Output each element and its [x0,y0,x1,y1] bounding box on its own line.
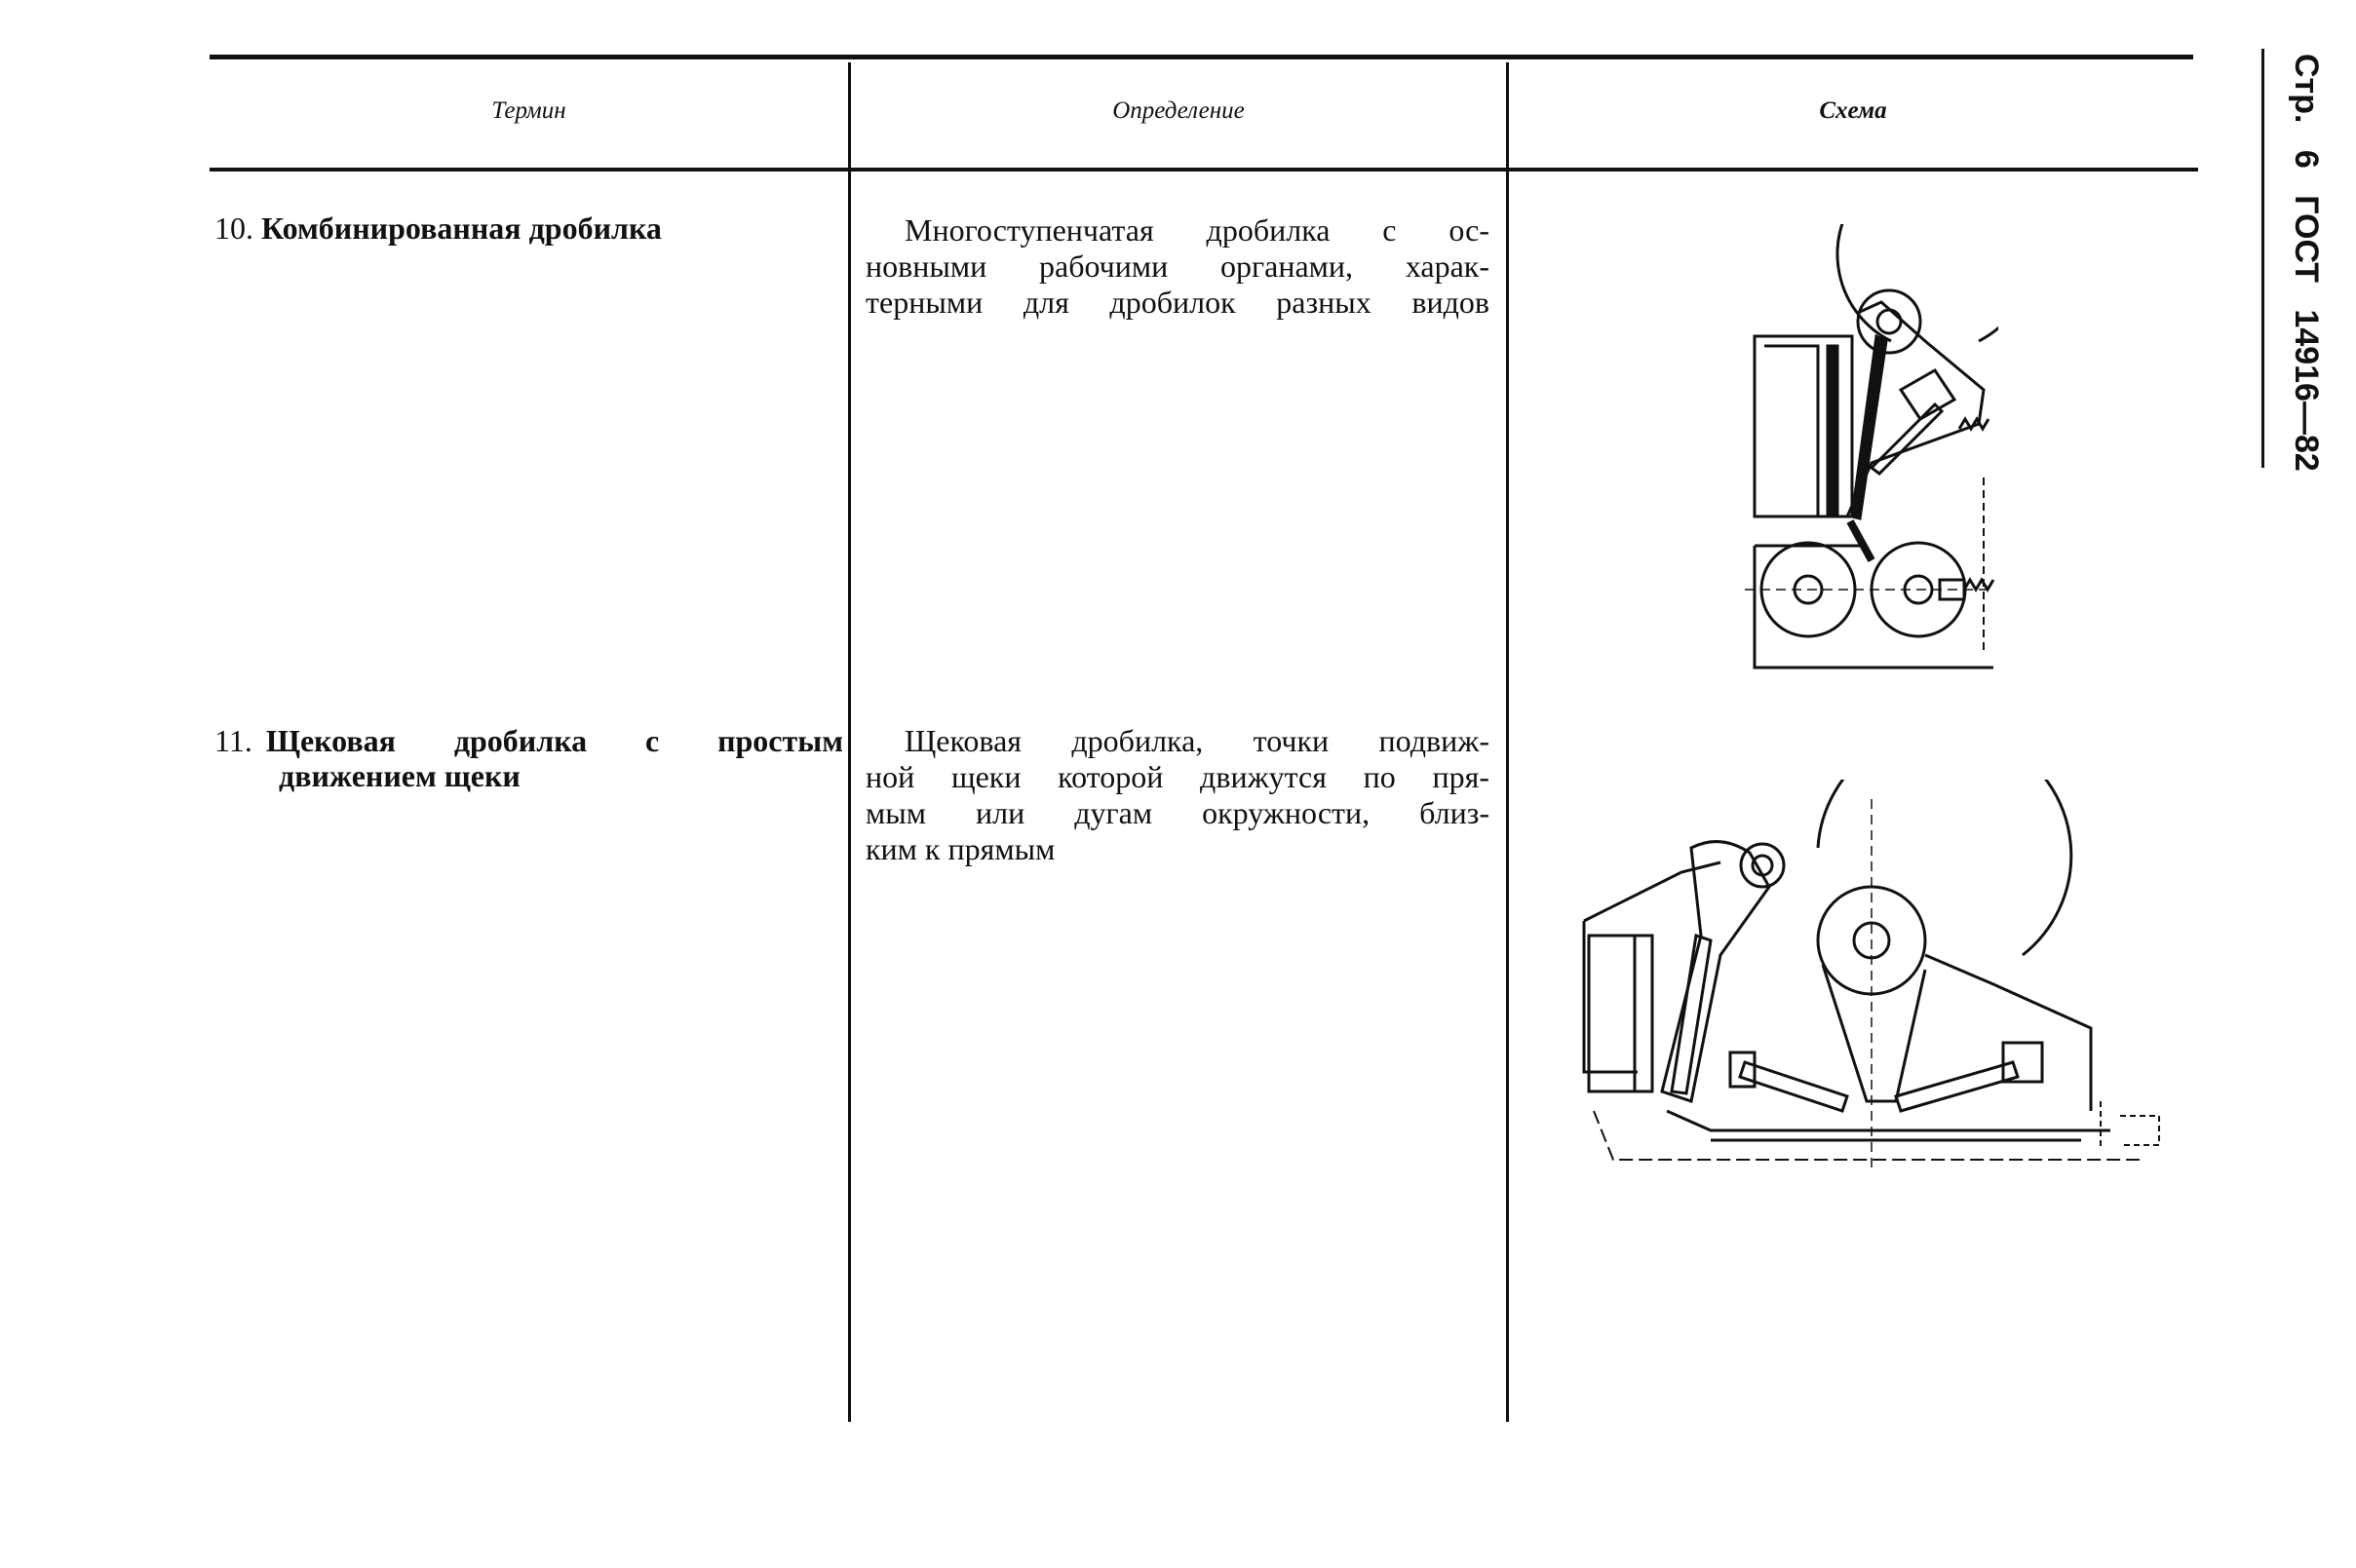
definition-line: Многоступенчатая дробилка с ос- [905,212,1489,248]
header-scheme: Схема [1819,97,1887,124]
definition-row-10 [866,212,1489,321]
definition-line: ким к прямым [866,831,1056,866]
table-top-rule [210,55,2193,59]
header-bottom-rule [210,168,2198,172]
definition-line: новными рабочими органами, харак- [866,249,1489,284]
term-number: 10. [214,210,253,246]
term-row-11 [214,723,843,793]
definition-line: мым или дугам окружности, близ- [866,795,1489,830]
column-divider-2 [1506,62,1509,1422]
term-text: Щековая дробилка с простым [265,723,843,758]
term-text: движением щеки [279,758,521,793]
definition-line: ной щеки которой движутся по пря- [866,759,1489,794]
term-text: Комбинированная дробилка [261,210,662,246]
column-divider-1 [848,62,851,1422]
header-term: Термин [491,97,566,124]
header-definition: Определение [1112,97,1245,124]
definition-row-11 [866,723,1489,867]
page-side-label-rule [2261,49,2264,468]
page-side-label: Стр. 6 ГОСТ 14916—82 [2288,54,2325,472]
term-row-10 [214,210,662,246]
term-number: 11. [214,723,252,758]
definition-line: Щековая дробилка, точки подвиж- [905,723,1489,758]
jaw-crusher-simple-motion-diagram [1574,780,2169,1179]
combined-crusher-diagram [1745,224,1998,677]
definition-line: терными для дробилок разных видов [866,285,1489,320]
